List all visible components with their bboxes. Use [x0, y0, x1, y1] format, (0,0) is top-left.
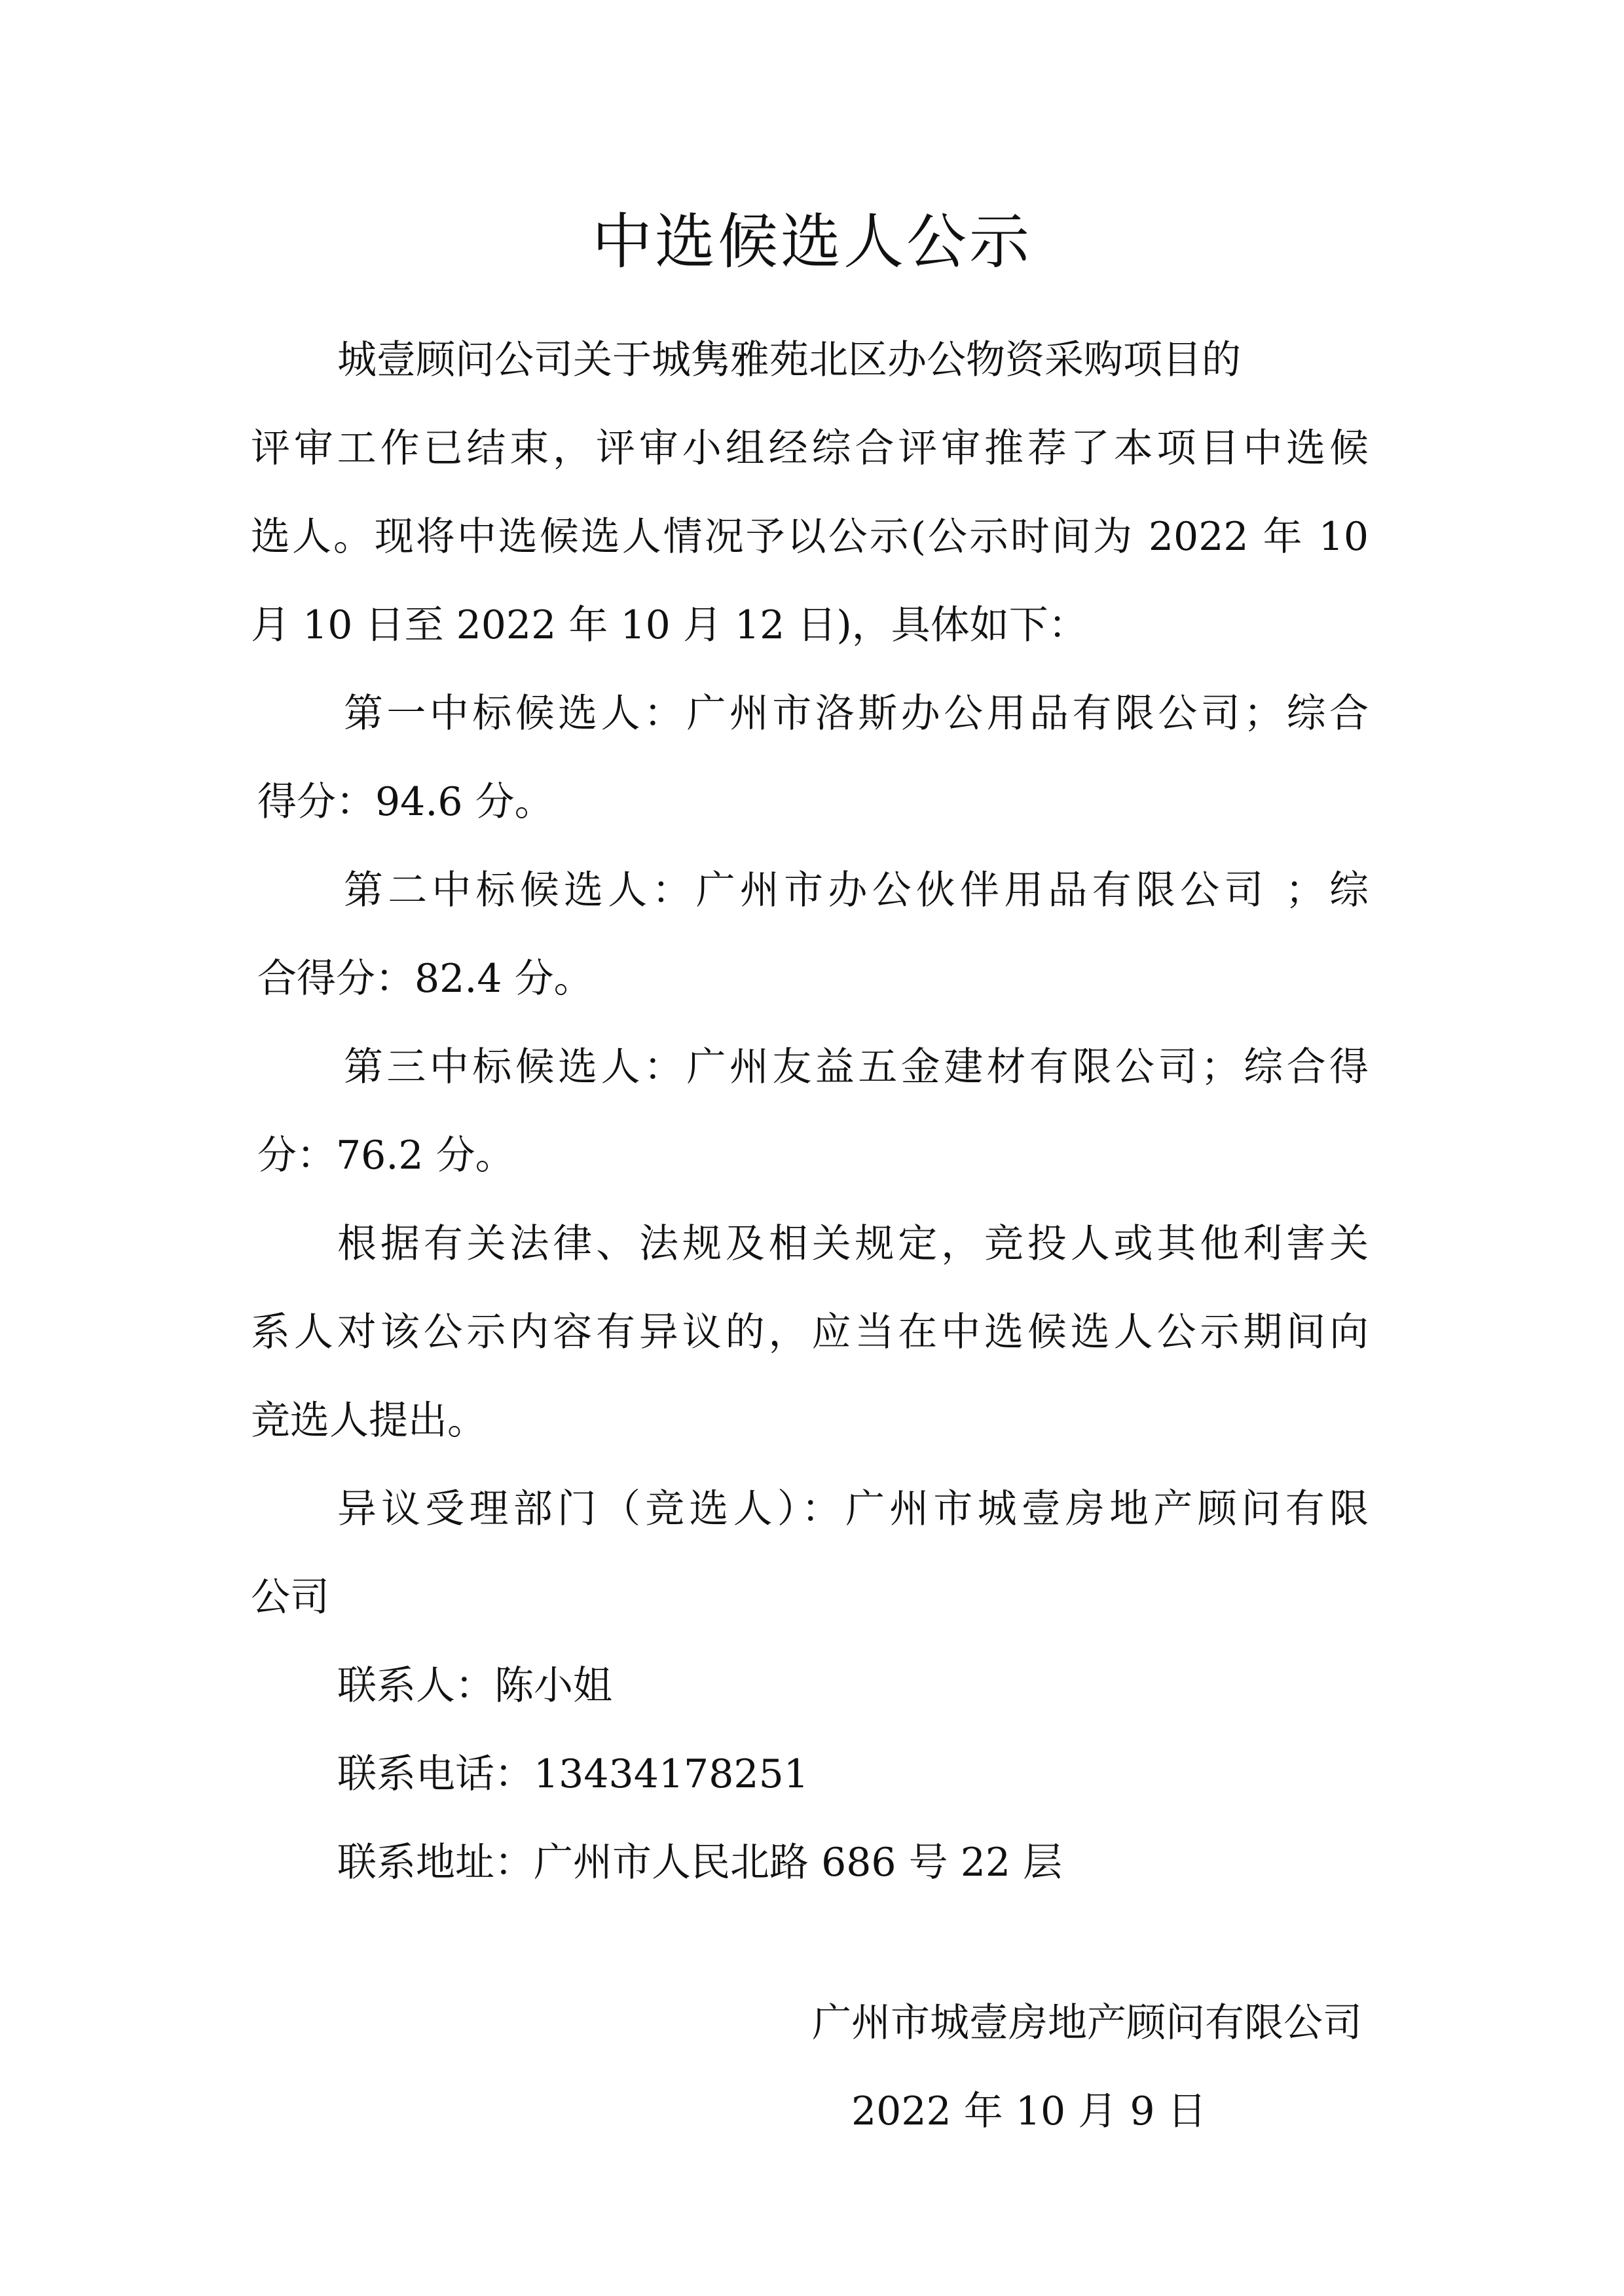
department-line-1: 异议受理部门（竞选人）：广州市城壹房地产顾问有限 — [337, 1486, 1369, 1532]
candidate2-line-2: 合得分：82.4 分。 — [257, 956, 593, 1002]
candidate1-line-2: 得分：94.6 分。 — [257, 779, 554, 825]
candidate3-line-2: 分：76.2 分。 — [257, 1133, 515, 1178]
contact-phone: 联系电话：13434178251 — [337, 1751, 809, 1797]
contact-address: 联系地址：广州市人民北路 686 号 22 层 — [337, 1840, 1063, 1886]
intro-line-2: 评审工作已结束，评审小组经综合评审推荐了本项目中选候 — [251, 426, 1369, 471]
objection-line-2: 系人对该公示内容有异议的，应当在中选候选人公示期间向 — [251, 1309, 1369, 1355]
candidate2-line-1: 第二中标候选人：广州市办公伙伴用品有限公司 ；综 — [344, 867, 1369, 913]
candidate3-line-1: 第三中标候选人：广州友益五金建材有限公司；综合得 — [344, 1044, 1369, 1090]
objection-line-1: 根据有关法律、法规及相关规定，竞投人或其他利害关 — [337, 1221, 1369, 1267]
objection-line-3: 竞选人提出。 — [251, 1398, 487, 1444]
intro-line-1: 城壹顾问公司关于城隽雅苑北区办公物资采购项目的 — [337, 337, 1241, 383]
signature-company: 广州市城壹房地产顾问有限公司 — [812, 2000, 1362, 2046]
intro-line-3: 选人。现将中选候选人情况予以公示(公示时间为 2022 年 10 — [251, 514, 1369, 560]
page-title: 中选候选人公示 — [591, 207, 1032, 277]
contact-person: 联系人：陈小姐 — [337, 1663, 612, 1709]
intro-line-4: 月 10 日至 2022 年 10 月 12 日)，具体如下： — [251, 602, 1088, 648]
department-line-2: 公司 — [251, 1575, 329, 1620]
candidate1-line-1: 第一中标候选人：广州市洛斯办公用品有限公司；综合 — [344, 691, 1369, 737]
signature-date: 2022 年 10 月 9 日 — [851, 2088, 1207, 2134]
